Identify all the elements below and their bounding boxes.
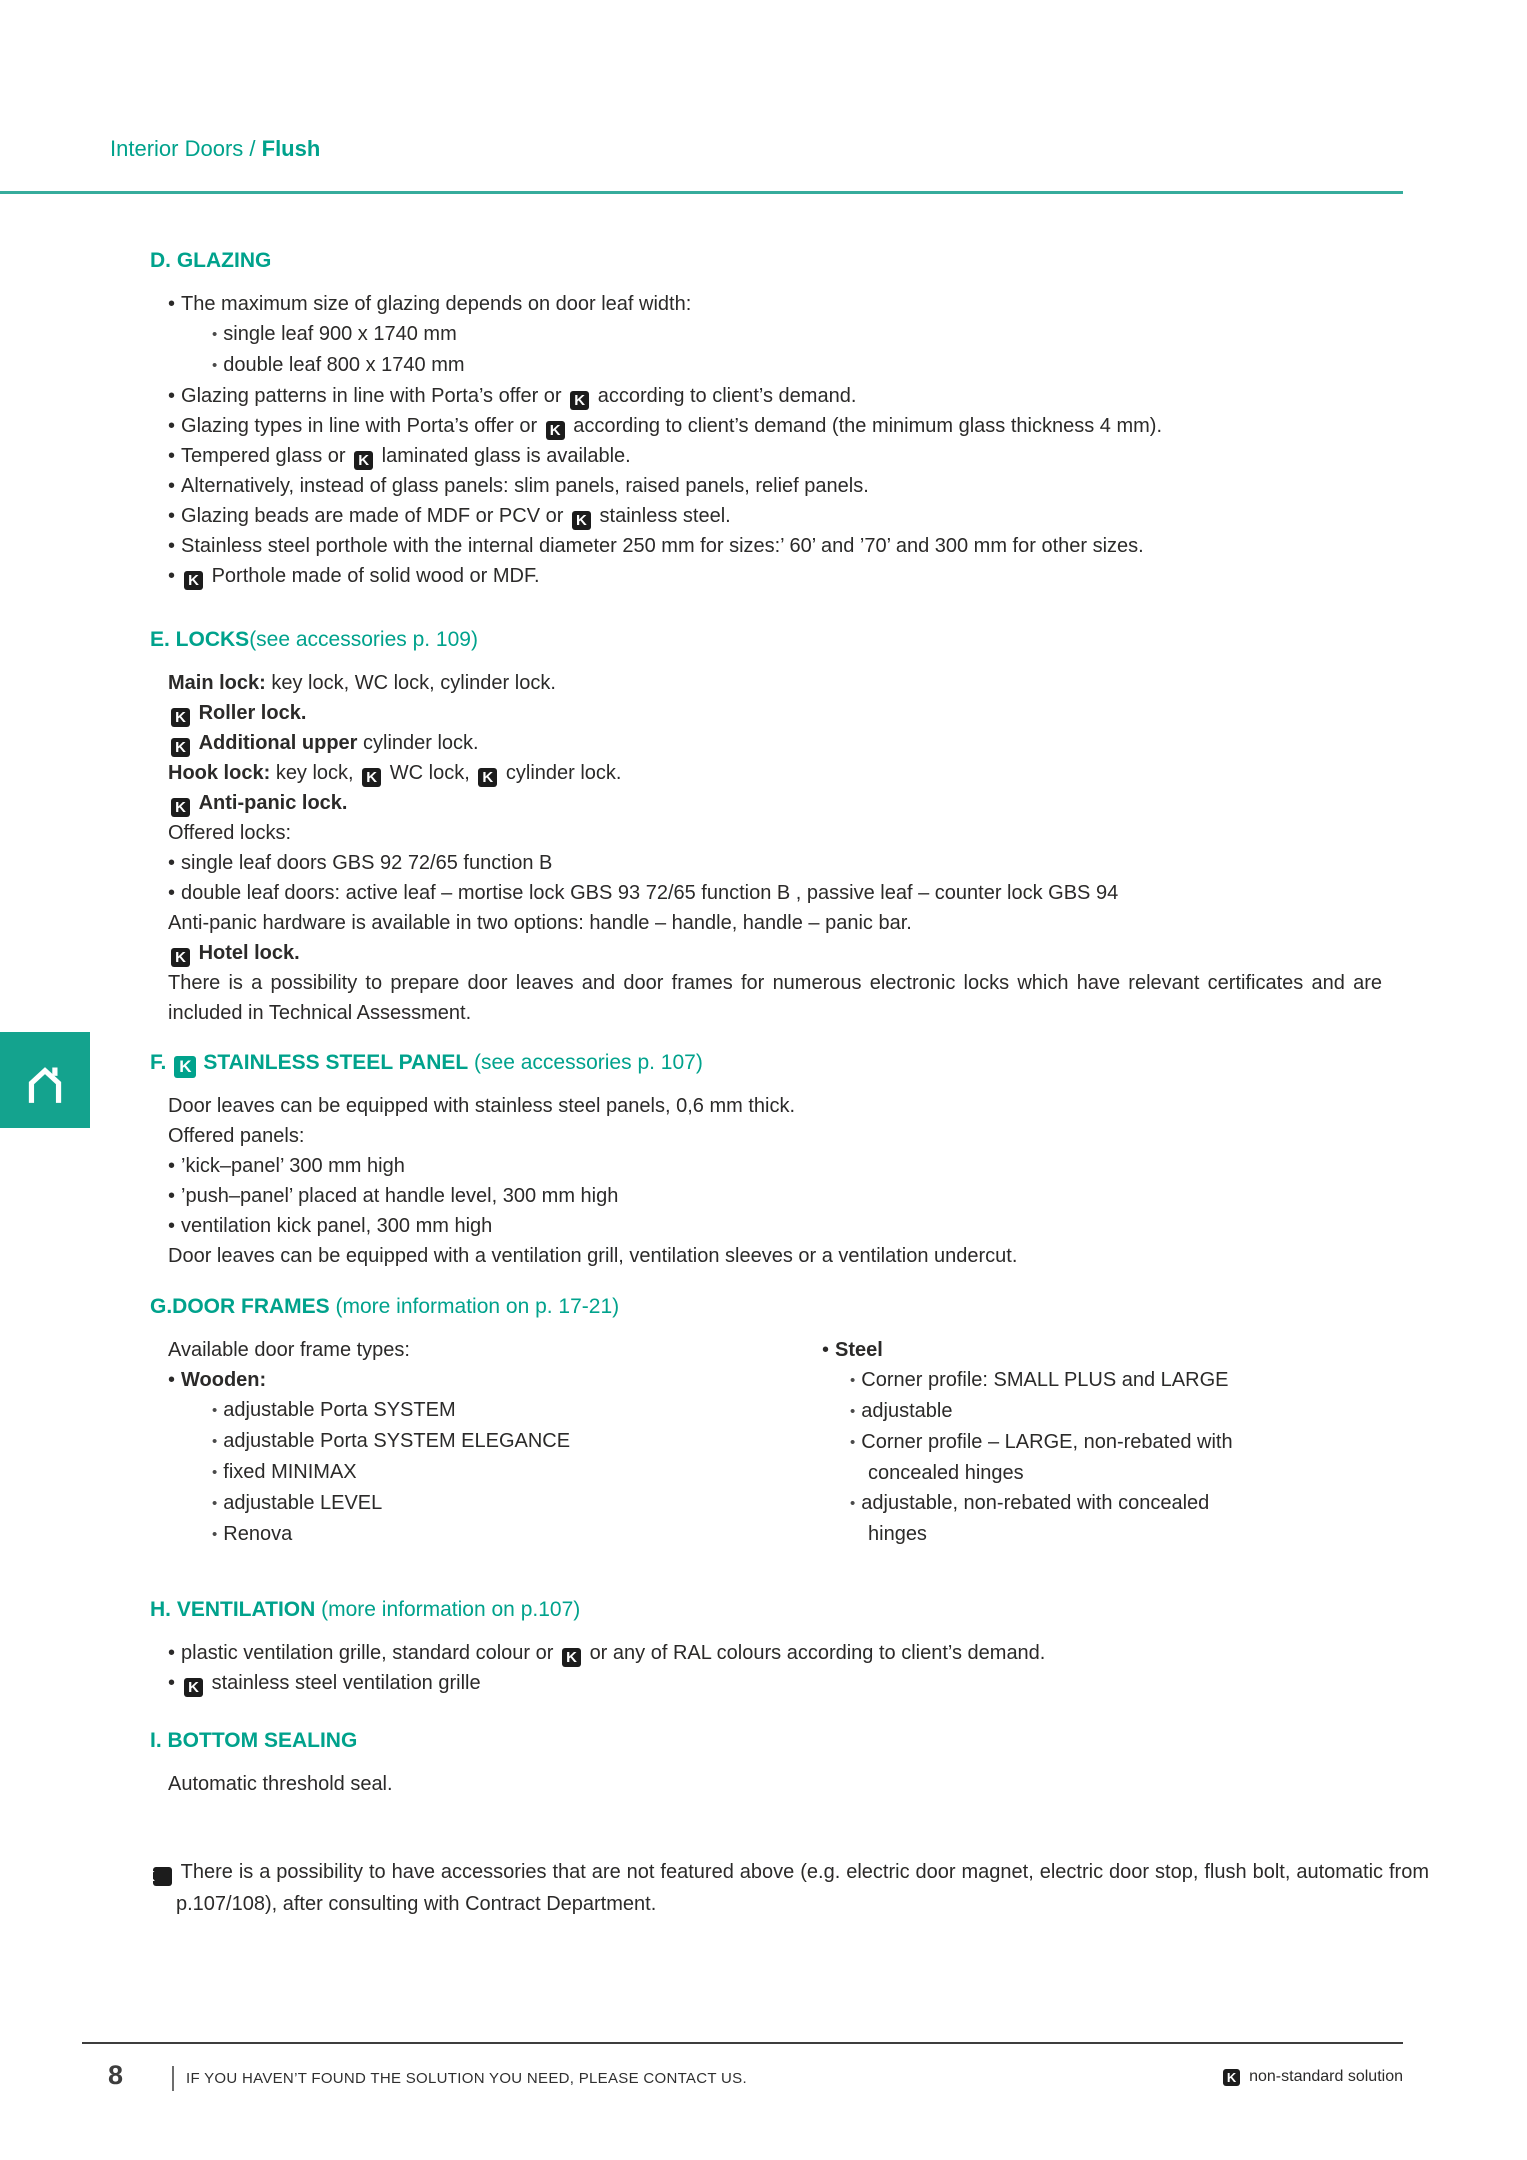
bullet: • bbox=[168, 1642, 176, 1664]
text-line bbox=[850, 1396, 1392, 1427]
text-segment: There is a possibility to prepare door leaves and door frames for numerous electronic locks which have relevant certificates and are included in Technical Assessment. bbox=[168, 972, 1382, 1024]
text-line bbox=[168, 1638, 1405, 1668]
text-segment: Hook lock: bbox=[168, 762, 271, 784]
text-line bbox=[868, 1519, 1392, 1549]
section-heading-note: (more information on p.107) bbox=[315, 1598, 581, 1621]
non-standard-icon: K bbox=[184, 571, 203, 590]
text-segment: Alternatively, instead of glass panels: slim panels, raised panels, relief panels. bbox=[181, 475, 869, 497]
text-line bbox=[168, 501, 1405, 531]
text-line bbox=[168, 728, 1405, 758]
bullet: • bbox=[168, 505, 176, 527]
non-standard-icon: K bbox=[546, 421, 565, 440]
section-heading-title: G.DOOR FRAMES bbox=[150, 1295, 330, 1318]
text-line bbox=[168, 471, 1405, 501]
bullet: • bbox=[850, 1495, 856, 1512]
bullet: • bbox=[168, 565, 176, 587]
text-segment: key lock, bbox=[275, 762, 354, 784]
section-glazing bbox=[150, 246, 1405, 591]
text-segment: hinges bbox=[868, 1523, 927, 1545]
bullet: • bbox=[850, 1403, 856, 1420]
non-standard-icon: K bbox=[354, 451, 373, 470]
section-heading-title: STAINLESS STEEL PANEL bbox=[203, 1051, 469, 1074]
text-segment: ’kick–panel’ 300 mm high bbox=[181, 1155, 405, 1177]
text-segment: Roller lock. bbox=[198, 702, 307, 724]
bullet: • bbox=[822, 1339, 830, 1361]
non-standard-icon: K bbox=[184, 1678, 203, 1697]
text-line bbox=[212, 1457, 810, 1488]
text-segment: Corner profile – LARGE, non-rebated with bbox=[861, 1431, 1233, 1453]
non-standard-icon: K bbox=[174, 1056, 196, 1078]
text-segment: according to client’s demand (the minimum glass thickness 4 mm). bbox=[573, 415, 1162, 437]
non-standard-icon: K bbox=[562, 1648, 581, 1667]
text-segment: Automatic threshold seal. bbox=[168, 1773, 393, 1795]
text-line bbox=[212, 1488, 810, 1519]
text-segment: fixed MINIMAX bbox=[223, 1461, 357, 1483]
text-segment: The maximum size of glazing depends on door leaf width: bbox=[181, 293, 692, 315]
non-standard-icon: K bbox=[171, 738, 190, 757]
text-line bbox=[168, 788, 1405, 818]
text-segment: according to client’s demand. bbox=[597, 385, 857, 407]
non-standard-icon: K bbox=[171, 708, 190, 727]
section-heading-title: I. BOTTOM SEALING bbox=[150, 1729, 358, 1752]
text-line bbox=[168, 1241, 1405, 1271]
non-standard-icon: K bbox=[362, 768, 381, 787]
text-line bbox=[168, 1668, 1405, 1698]
text-segment: stainless steel. bbox=[599, 505, 731, 527]
text-segment: ’push–panel’ placed at handle level, 300 mm high bbox=[181, 1185, 619, 1207]
text-segment: Available door frame types: bbox=[168, 1339, 410, 1361]
text-segment: cylinder lock. bbox=[363, 732, 479, 754]
text-line bbox=[212, 319, 1405, 350]
text-segment: key lock, WC lock, cylinder lock. bbox=[271, 672, 556, 694]
breadcrumb bbox=[110, 136, 320, 162]
text-segment: Offered panels: bbox=[168, 1125, 305, 1147]
bullet: • bbox=[168, 882, 176, 904]
section-locks bbox=[150, 625, 1405, 1028]
text-segment: There is a possibility to have accessories that are not featured above (e.g. electric door magnet, electric door stop, flush bolt, automatic from p.107/108), after consulting with Contract Department. bbox=[176, 1861, 1429, 1915]
text-segment: Door leaves can be equipped with stainless steel panels, 0,6 mm thick. bbox=[168, 1095, 796, 1117]
text-line bbox=[168, 381, 1405, 411]
bullet: • bbox=[168, 445, 176, 467]
section-stainless-steel-panel bbox=[150, 1048, 1405, 1271]
text-segment: adjustable Porta SYSTEM bbox=[223, 1399, 456, 1421]
section-body bbox=[150, 1769, 1405, 1799]
footer-message bbox=[172, 2066, 747, 2091]
text-segment: Offered locks: bbox=[168, 822, 292, 844]
text-segment: Anti-panic hardware is available in two options: handle – handle, handle – panic bar. bbox=[168, 912, 912, 934]
text-segment: plastic ventilation grille, standard colour or bbox=[181, 1642, 554, 1664]
text-line bbox=[850, 1427, 1392, 1458]
text-line bbox=[168, 938, 1405, 968]
footer-message-text: IF YOU HAVEN’T FOUND THE SOLUTION YOU NEED, PLEASE CONTACT US. bbox=[186, 2070, 747, 2087]
bullet: • bbox=[212, 1495, 218, 1512]
text-line bbox=[212, 1395, 810, 1426]
text-line bbox=[168, 668, 1405, 698]
non-standard-icon: K bbox=[570, 391, 589, 410]
non-standard-icon: K bbox=[153, 1867, 172, 1886]
text-line bbox=[168, 818, 1405, 848]
section-heading-title: D. GLAZING bbox=[150, 249, 272, 272]
text-segment: Renova bbox=[223, 1523, 293, 1545]
section-door-frames bbox=[150, 1292, 1405, 1550]
bullet: • bbox=[168, 293, 176, 315]
text-line bbox=[168, 1769, 1405, 1799]
text-segment: double leaf doors: active leaf – mortise lock GBS 93 72/65 function B , passive leaf – counter lock GBS 94 bbox=[181, 882, 1119, 904]
text-line bbox=[168, 441, 1405, 471]
text-line bbox=[168, 561, 1405, 591]
bullet: • bbox=[168, 1215, 176, 1237]
non-standard-icon: K bbox=[171, 948, 190, 967]
section-body bbox=[150, 668, 1405, 1028]
non-standard-icon: K bbox=[171, 798, 190, 817]
section-heading-title: H. VENTILATION bbox=[150, 1598, 316, 1621]
text-segment: stainless steel ventilation grille bbox=[211, 1672, 481, 1694]
section-body bbox=[150, 1335, 1405, 1550]
text-line bbox=[850, 1488, 1392, 1519]
bullet: • bbox=[168, 475, 176, 497]
bullet: • bbox=[212, 1526, 218, 1543]
section-body bbox=[150, 289, 1405, 591]
text-line bbox=[168, 1091, 1405, 1121]
page-number: 8 bbox=[108, 2060, 124, 2090]
section-ventilation bbox=[150, 1595, 1405, 1698]
non-standard-icon: K bbox=[478, 768, 497, 787]
text-segment: concealed hinges bbox=[868, 1462, 1024, 1484]
text-segment: Glazing types in line with Porta’s offer or bbox=[181, 415, 538, 437]
non-standard-icon: K bbox=[572, 511, 591, 530]
bullet: • bbox=[168, 1369, 176, 1391]
text-line bbox=[168, 968, 1382, 1028]
bullet: • bbox=[212, 357, 218, 374]
text-line bbox=[168, 908, 1405, 938]
bullet: • bbox=[212, 326, 218, 343]
bullet: • bbox=[212, 1402, 218, 1419]
text-segment: Steel bbox=[835, 1339, 883, 1361]
text-segment: adjustable Porta SYSTEM ELEGANCE bbox=[223, 1430, 571, 1452]
text-line bbox=[168, 1151, 1405, 1181]
section-bottom-sealing bbox=[150, 1726, 1405, 1799]
section-heading bbox=[150, 1595, 1405, 1625]
text-line bbox=[168, 1121, 1405, 1151]
section-body bbox=[150, 1638, 1405, 1698]
text-segment: single leaf doors GBS 92 72/65 function B bbox=[181, 852, 553, 874]
bullet: • bbox=[168, 852, 176, 874]
text-segment: Corner profile: SMALL PLUS and LARGE bbox=[861, 1369, 1229, 1391]
text-segment: Wooden: bbox=[181, 1369, 267, 1391]
frames-column-wooden bbox=[150, 1335, 810, 1550]
text-line bbox=[868, 1458, 1392, 1488]
text-line bbox=[168, 698, 1405, 728]
text-line bbox=[212, 1426, 810, 1457]
text-segment: adjustable, non-rebated with concealed bbox=[861, 1492, 1210, 1514]
text-line bbox=[168, 411, 1405, 441]
section-body bbox=[150, 1091, 1405, 1271]
footer-legend bbox=[1223, 2068, 1403, 2086]
text-segment: ventilation kick panel, 300 mm high bbox=[181, 1215, 493, 1237]
text-line bbox=[168, 531, 1405, 561]
text-segment: WC lock, bbox=[389, 762, 470, 784]
breadcrumb-subcategory: Flush bbox=[261, 136, 321, 161]
section-heading bbox=[150, 1292, 1405, 1322]
non-standard-icon: K bbox=[1223, 2069, 1240, 2086]
section-heading-note: (see accessories p. 107) bbox=[468, 1051, 703, 1074]
bullet: • bbox=[168, 1185, 176, 1207]
bullet: • bbox=[168, 1155, 176, 1177]
bullet: • bbox=[850, 1372, 856, 1389]
text-line bbox=[822, 1335, 1392, 1365]
text-segment: Glazing patterns in line with Porta’s offer or bbox=[181, 385, 562, 407]
bullet: • bbox=[168, 385, 176, 407]
footer-legend-label: non-standard solution bbox=[1249, 2068, 1403, 2085]
text-segment: Door leaves can be equipped with a ventilation grill, ventilation sleeves or a ventilation undercut. bbox=[168, 1245, 1018, 1267]
frames-column-steel bbox=[822, 1335, 1392, 1549]
text-segment: single leaf 900 x 1740 mm bbox=[223, 323, 457, 345]
bullet: • bbox=[168, 1672, 176, 1694]
breadcrumb-category: Interior Doors bbox=[110, 136, 244, 161]
text-segment: Main lock: bbox=[168, 672, 266, 694]
section-heading-title: E. LOCKS bbox=[150, 628, 250, 651]
text-segment: Tempered glass or bbox=[181, 445, 346, 467]
text-line bbox=[212, 350, 1405, 381]
text-segment: Glazing beads are made of MDF or PCV or bbox=[181, 505, 564, 527]
text-segment: adjustable LEVEL bbox=[223, 1492, 383, 1514]
section-heading bbox=[150, 1048, 1405, 1078]
section-heading bbox=[150, 246, 1405, 276]
text-segment: double leaf 800 x 1740 mm bbox=[223, 354, 465, 376]
text-segment: laminated glass is available. bbox=[381, 445, 631, 467]
text-segment: Additional upper bbox=[198, 732, 358, 754]
bullet: • bbox=[850, 1434, 856, 1451]
text-segment: or any of RAL colours according to client’s demand. bbox=[589, 1642, 1046, 1664]
text-line bbox=[168, 1181, 1405, 1211]
footer-divider bbox=[172, 2066, 174, 2091]
section-heading-note: (more information on p. 17-21) bbox=[329, 1295, 620, 1318]
text-segment: Stainless steel porthole with the internal diameter 250 mm for sizes:’ 60’ and ’70’ and 300 mm for other sizes. bbox=[181, 535, 1144, 557]
section-heading-title: F. bbox=[150, 1051, 167, 1074]
text-line bbox=[168, 758, 1405, 788]
section-heading bbox=[150, 1726, 1405, 1756]
footer-rule bbox=[82, 2042, 1403, 2044]
home-button[interactable] bbox=[0, 1032, 90, 1128]
text-line bbox=[168, 878, 1405, 908]
text-segment: Anti-panic lock. bbox=[198, 792, 348, 814]
text-line bbox=[168, 1365, 810, 1395]
section-heading bbox=[150, 625, 1405, 655]
text-line bbox=[168, 1335, 810, 1365]
text-line bbox=[168, 1211, 1405, 1241]
text-line bbox=[850, 1365, 1392, 1396]
text-segment: adjustable bbox=[861, 1400, 953, 1422]
breadcrumb-separator: / bbox=[243, 136, 262, 161]
home-icon bbox=[20, 1055, 70, 1105]
text-segment: cylinder lock. bbox=[505, 762, 622, 784]
section-heading-note: (see accessories p. 109) bbox=[249, 628, 478, 651]
text-segment: Hotel lock. bbox=[198, 942, 300, 964]
text-line bbox=[212, 1519, 810, 1550]
bullet: • bbox=[212, 1433, 218, 1450]
bullet: • bbox=[168, 415, 176, 437]
text-line bbox=[168, 848, 1405, 878]
text-line bbox=[168, 289, 1405, 319]
bullet: • bbox=[168, 535, 176, 557]
header-rule bbox=[0, 191, 1403, 194]
text-segment: Porthole made of solid wood or MDF. bbox=[211, 565, 540, 587]
bullet: • bbox=[212, 1464, 218, 1481]
accessories-note bbox=[144, 1856, 1429, 1920]
